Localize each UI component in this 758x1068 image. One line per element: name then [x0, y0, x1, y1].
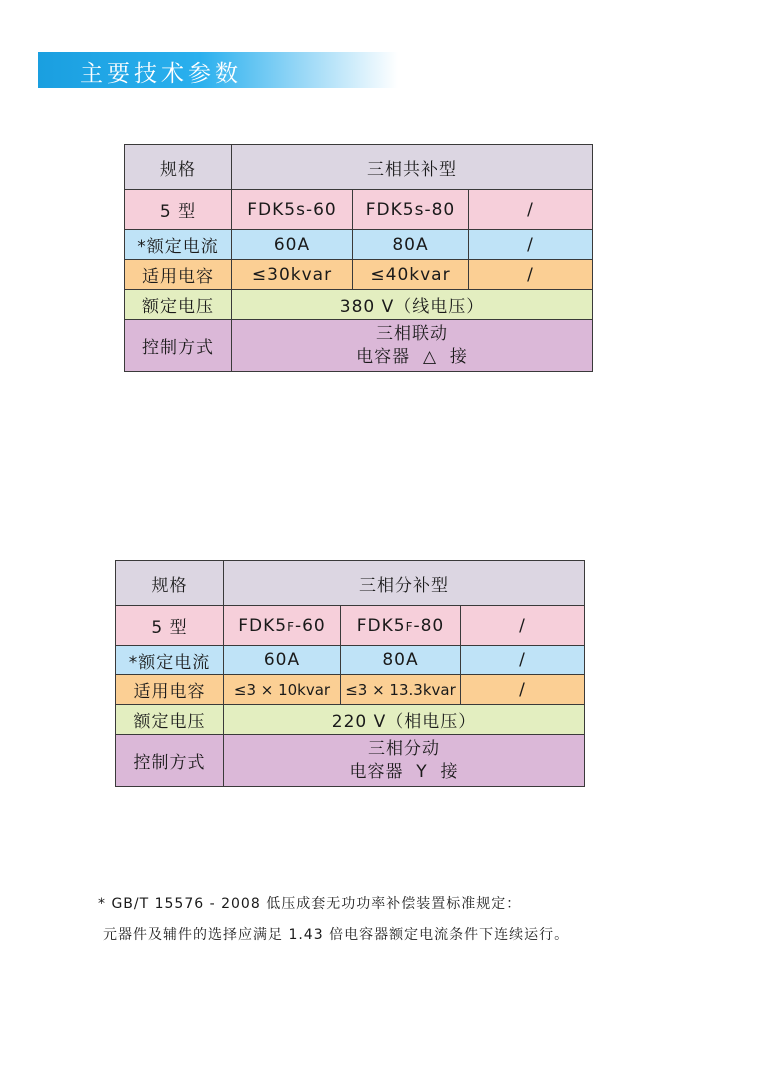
current-cell: 80A	[341, 646, 461, 675]
capacitor-cell: /	[469, 260, 593, 290]
spec-table-common-compensation	[124, 144, 593, 372]
control-value	[224, 735, 585, 787]
capacitor-cell: ≤3 × 10kvar	[224, 675, 341, 705]
current-label: *额定电流	[116, 646, 224, 675]
voltage-value: 380 V（线电压）	[232, 290, 593, 320]
model-cell: /	[461, 606, 585, 646]
control-label: 控制方式	[125, 320, 232, 372]
table-row	[116, 646, 585, 675]
section-title-banner	[38, 52, 398, 88]
model-suffix: -60	[294, 615, 326, 636]
table-row	[116, 606, 585, 646]
voltage-label: 额定电压	[125, 290, 232, 320]
control-line-1: 三相联动	[376, 323, 448, 344]
model-subscript: F	[287, 619, 295, 634]
capacitor-cell: ≤30kvar	[232, 260, 353, 290]
model-cell: FDK5s-60	[232, 190, 353, 230]
voltage-label: 额定电压	[116, 705, 224, 735]
current-cell: /	[461, 646, 585, 675]
table-row	[125, 145, 593, 190]
model-row-label: 5 型	[125, 190, 232, 230]
table-row	[125, 260, 593, 290]
table-row	[125, 230, 593, 260]
control-line-2: 电容器 Y 接	[349, 761, 459, 782]
control-value	[232, 320, 593, 372]
spec-label: 规格	[116, 561, 224, 606]
model-cell: FDK5s-80	[353, 190, 469, 230]
model-prefix: FDK5	[238, 615, 288, 636]
spec-table-split-compensation	[115, 560, 585, 787]
model-cell: /	[469, 190, 593, 230]
table-row	[116, 705, 585, 735]
table-row	[125, 190, 593, 230]
type-label: 三相分补型	[224, 561, 585, 606]
control-line-2: 电容器 △ 接	[356, 346, 468, 367]
footnote-standard: * GB/T 15576 - 2008 低压成套无功功率补偿装置标准规定：	[98, 896, 522, 912]
capacitor-label: 适用电容	[116, 675, 224, 705]
voltage-value: 220 V（相电压）	[224, 705, 585, 735]
current-cell: 60A	[224, 646, 341, 675]
section-title: 主要技术参数	[80, 61, 242, 87]
model-prefix: FDK5	[356, 615, 406, 636]
type-label: 三相共补型	[232, 145, 593, 190]
model-cell	[341, 606, 461, 646]
table-row	[116, 735, 585, 787]
control-label: 控制方式	[116, 735, 224, 787]
capacitor-cell: ≤40kvar	[353, 260, 469, 290]
table-row	[116, 561, 585, 606]
capacitor-cell: /	[461, 675, 585, 705]
model-subscript: F	[405, 619, 414, 634]
control-line-1: 三相分动	[368, 738, 440, 759]
footnote-requirement: 元器件及辅件的选择应满足 1.43 倍电容器额定电流条件下连续运行。	[103, 927, 570, 943]
current-cell: /	[469, 230, 593, 260]
model-cell	[224, 606, 341, 646]
table-row	[125, 290, 593, 320]
model-suffix: -80	[413, 615, 445, 636]
capacitor-label: 适用电容	[125, 260, 232, 290]
table-row	[125, 320, 593, 372]
current-cell: 80A	[353, 230, 469, 260]
current-label: *额定电流	[125, 230, 232, 260]
capacitor-cell: ≤3 × 13.3kvar	[341, 675, 461, 705]
table-row	[116, 675, 585, 705]
current-cell: 60A	[232, 230, 353, 260]
model-row-label: 5 型	[116, 606, 224, 646]
spec-label: 规格	[125, 145, 232, 190]
